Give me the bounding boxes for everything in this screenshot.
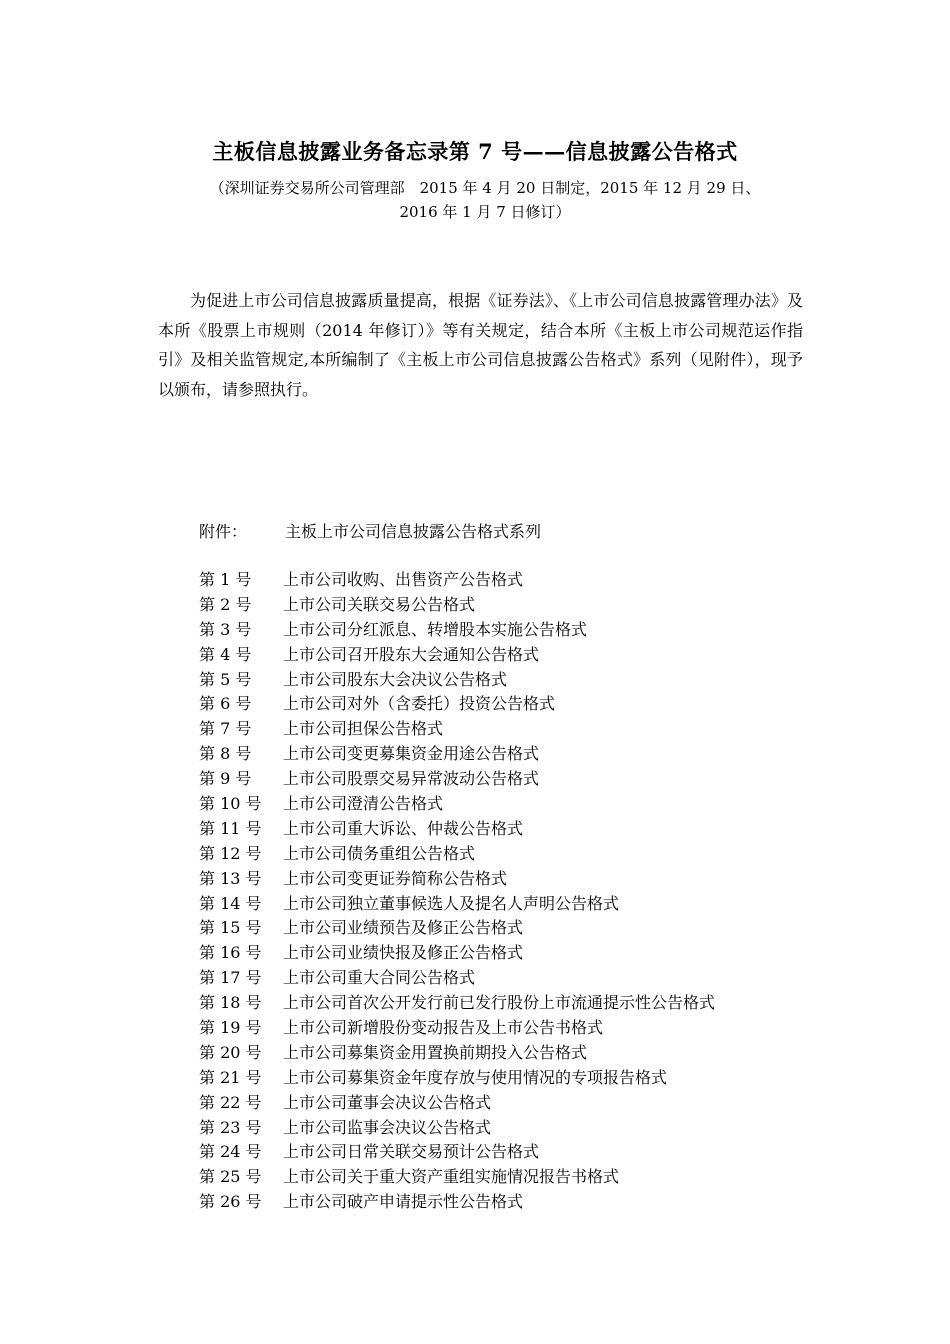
item-number: 第 19 号 — [199, 1018, 262, 1038]
list-item — [199, 842, 715, 867]
item-title: 上市公司监事会决议公告格式 — [283, 1117, 492, 1137]
item-title: 上市公司股票交易异常波动公告格式 — [283, 769, 540, 789]
item-title: 上市公司重大诉讼、仲裁公告格式 — [283, 818, 524, 838]
item-number: 第 20 号 — [199, 1042, 262, 1062]
list-item — [199, 742, 715, 767]
attachment-title: 主板上市公司信息披露公告格式系列 — [285, 522, 542, 541]
item-number: 第 21 号 — [199, 1067, 262, 1087]
list-item — [199, 643, 715, 668]
item-number: 第 17 号 — [199, 968, 262, 988]
list-item — [199, 1116, 715, 1141]
list-item — [199, 692, 715, 717]
list-item — [199, 892, 715, 917]
item-title: 上市公司担保公告格式 — [283, 719, 444, 739]
item-title: 上市公司关联交易公告格式 — [283, 594, 476, 614]
list-item — [199, 568, 715, 593]
document-subtitle — [175, 176, 795, 224]
list-item — [199, 668, 715, 693]
item-number: 第 22 号 — [199, 1092, 262, 1112]
subtitle-line-2: 2016 年 1 月 7 日修订） — [399, 203, 571, 221]
item-title: 上市公司变更证券简称公告格式 — [283, 868, 508, 888]
attachment-heading — [199, 518, 541, 546]
list-item — [199, 593, 715, 618]
item-title: 上市公司变更募集资金用途公告格式 — [283, 744, 540, 764]
list-item — [199, 1190, 715, 1215]
list-item — [199, 1091, 715, 1116]
list-item — [199, 792, 715, 817]
item-number: 第 26 号 — [199, 1192, 262, 1212]
item-number: 第 18 号 — [199, 993, 262, 1013]
intro-paragraph: 为促进上市公司信息披露质量提高，根据《证券法》、《上市公司信息披露管理办法》及本所《股票上市规则（2014 年修订）》等有关规定，结合本所《主板上市公司规范运作指引》及相关监管规定,本所编制了《主板上市公司信息披露公告格式》系列（见附件），现予以颁布，请参照执行。 — [158, 291, 803, 399]
item-title: 上市公司独立董事候选人及提名人声明公告格式 — [283, 893, 620, 913]
item-number: 第 5 号 — [199, 669, 252, 689]
item-number: 第 15 号 — [199, 918, 262, 938]
item-title: 上市公司董事会决议公告格式 — [283, 1092, 492, 1112]
item-number: 第 10 号 — [199, 794, 262, 814]
item-title: 上市公司新增股份变动报告及上市公告书格式 — [283, 1018, 604, 1038]
item-title: 上市公司业绩预告及修正公告格式 — [283, 918, 524, 938]
item-number: 第 14 号 — [199, 893, 262, 913]
item-title: 上市公司分红派息、转增股本实施公告格式 — [283, 619, 588, 639]
item-number: 第 2 号 — [199, 594, 252, 614]
item-title: 上市公司日常关联交易预计公告格式 — [283, 1142, 540, 1162]
item-title: 上市公司募集资金用置换前期投入公告格式 — [283, 1042, 588, 1062]
list-item — [199, 916, 715, 941]
item-title: 上市公司股东大会决议公告格式 — [283, 669, 508, 689]
item-number: 第 11 号 — [199, 818, 262, 838]
item-number: 第 24 号 — [199, 1142, 262, 1162]
subtitle-line-1: （深圳证券交易所公司管理部 2015 年 4 月 20 日制定，2015 年 12 月 29 日、 — [209, 179, 761, 197]
attachment-label: 附件： — [199, 522, 248, 541]
document-title: 主板信息披露业务备忘录第 7 号——信息披露公告格式 — [212, 139, 738, 164]
list-item — [199, 767, 715, 792]
list-item — [199, 966, 715, 991]
item-number: 第 25 号 — [199, 1167, 262, 1187]
list-item — [199, 817, 715, 842]
list-item — [199, 941, 715, 966]
item-title: 上市公司对外（含委托）投资公告格式 — [283, 694, 556, 714]
list-item — [199, 1016, 715, 1041]
list-item — [199, 717, 715, 742]
item-title: 上市公司召开股东大会通知公告格式 — [283, 644, 540, 664]
item-number: 第 3 号 — [199, 619, 252, 639]
item-title: 上市公司重大合同公告格式 — [283, 968, 476, 988]
item-title: 上市公司关于重大资产重组实施情况报告书格式 — [283, 1167, 620, 1187]
list-item — [199, 1066, 715, 1091]
item-title: 上市公司破产申请提示性公告格式 — [283, 1192, 524, 1212]
item-number: 第 8 号 — [199, 744, 252, 764]
item-title: 上市公司澄清公告格式 — [283, 794, 444, 814]
list-item — [199, 991, 715, 1016]
item-title: 上市公司收购、出售资产公告格式 — [283, 570, 524, 589]
list-item — [199, 1165, 715, 1190]
item-number: 第 12 号 — [199, 843, 262, 863]
item-title: 上市公司首次公开发行前已发行股份上市流通提示性公告格式 — [283, 993, 716, 1013]
item-number: 第 1 号 — [199, 570, 252, 589]
item-number: 第 4 号 — [199, 644, 252, 664]
list-item — [199, 1041, 715, 1066]
list-item — [199, 1140, 715, 1165]
item-title: 上市公司募集资金年度存放与使用情况的专项报告格式 — [283, 1067, 668, 1087]
item-title: 上市公司业绩快报及修正公告格式 — [283, 943, 524, 963]
item-number: 第 16 号 — [199, 943, 262, 963]
list-item — [199, 867, 715, 892]
attachment-list — [199, 568, 715, 1215]
item-number: 第 7 号 — [199, 719, 252, 739]
item-number: 第 23 号 — [199, 1117, 262, 1137]
item-title: 上市公司债务重组公告格式 — [283, 843, 476, 863]
list-item — [199, 618, 715, 643]
item-number: 第 13 号 — [199, 868, 262, 888]
item-number: 第 6 号 — [199, 694, 252, 714]
item-number: 第 9 号 — [199, 769, 252, 789]
